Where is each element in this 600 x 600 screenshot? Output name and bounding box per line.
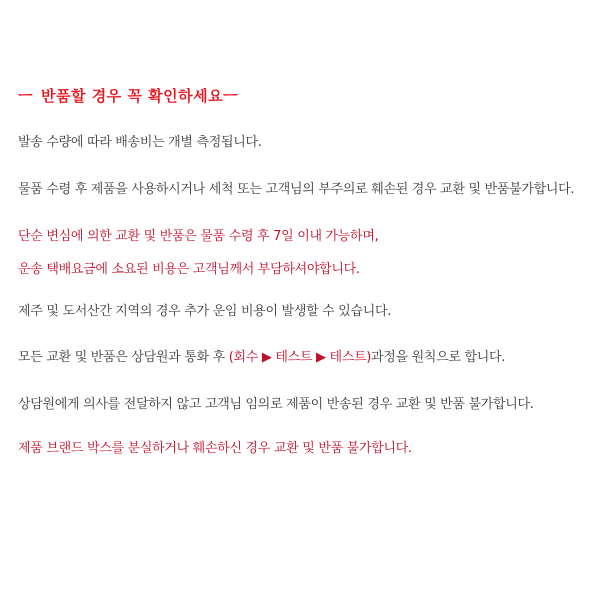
process-prefix: 모든 교환 및 반품은 상담원과 통화 후 (18, 350, 229, 365)
process-suffix: 과정을 원칙으로 합니다. (371, 350, 506, 365)
notice-heading (18, 85, 238, 106)
notice-line-damage: 물품 수령 후 제품을 사용하시거나 세척 또는 고객님의 부주의로 훼손된 경우 교환 및 반품불가합니다. (18, 182, 575, 197)
notice-line-unauthorized-return: 상담원에게 의사를 전달하지 않고 고객님 임의로 제품이 반송된 경우 교환 및 반품 불가합니다. (18, 397, 534, 412)
heading-text: 반품할 경우 꼭 확인하세요 (41, 87, 224, 105)
notice-line-shipping-cost: 운송 택배요금에 소요된 비용은 고객님께서 부담하셔야합니다. (18, 262, 360, 277)
notice-line-box-lost: 제품 브랜드 박스를 분실하거나 훼손하신 경우 교환 및 반품 불가합니다. (18, 441, 412, 456)
notice-line-remote-area: 제주 및 도서산간 지역의 경우 추가 운임 비용이 발생할 수 있습니다. (18, 304, 392, 319)
heading-dash-left: ㅡ (18, 87, 33, 105)
notice-line-change-of-mind: 단순 변심에 의한 교환 및 반품은 물품 수령 후 7일 이내 가능하며, (18, 229, 379, 244)
heading-dash-right: ㅡ (223, 87, 239, 105)
notice-line-process (18, 346, 505, 365)
notice-line-shipping-fee: 발송 수량에 따라 배송비는 개별 측정됩니다. (18, 135, 262, 150)
process-highlight: (회수 ▶ 테스트 ▶ 테스트) (228, 350, 372, 365)
